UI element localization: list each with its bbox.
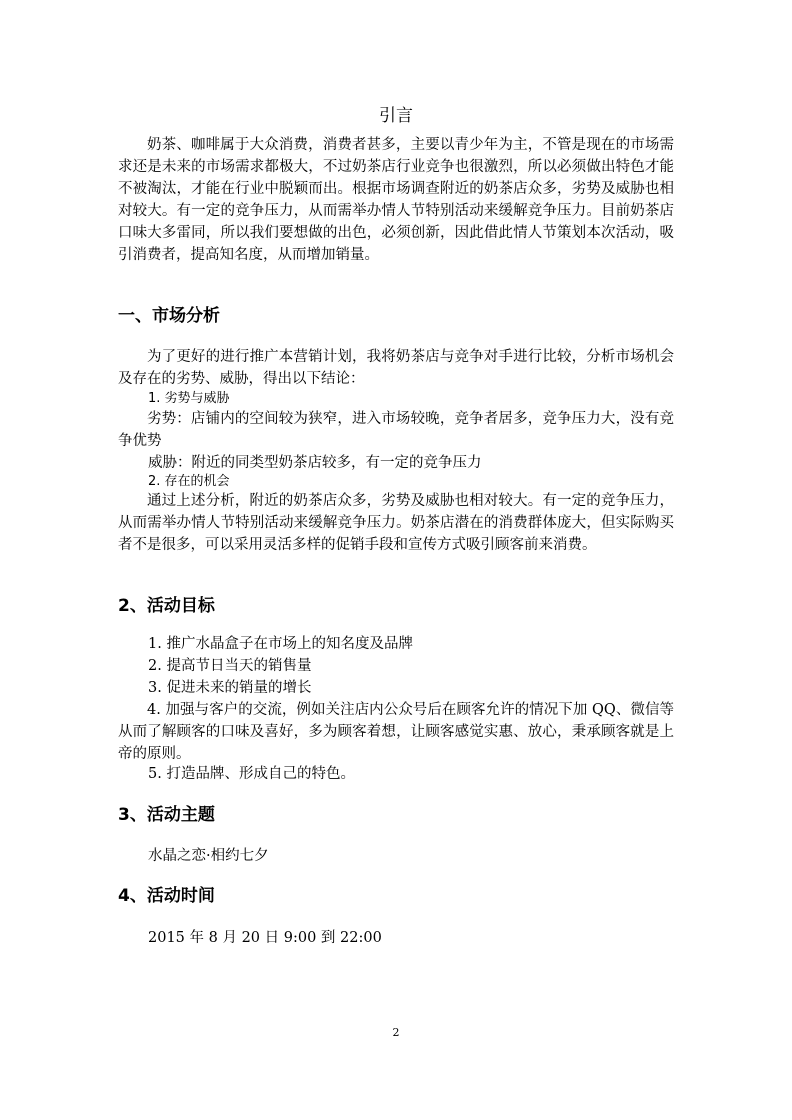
opportunity-paragraph: 通过上述分析，附近的奶茶店众多，劣势及威胁也相对较大。有一定的竞争压力，从而需举办情人节特别活动来缓解竞争压力。奶茶店潜在的消费群体庞大，但实际购买者不是很多，可以采用灵活多样的促销手段和宣传方式吸引顾客前来消费。 — [118, 493, 674, 553]
goal-item-5: 5. 打造品牌、形成自己的特色。 — [148, 766, 355, 782]
activity-time: 2015 年 8 月 20 日 9:00 到 22:00 — [148, 930, 382, 946]
goal-item-3: 3. 促进未来的销量的增长 — [148, 680, 312, 696]
goal-item-1: 1. 推广水晶盒子在市场上的知名度及品牌 — [148, 636, 413, 652]
market-analysis-lead: 为了更好的进行推广本营销计划，我将奶茶店与竞争对手进行比较，分析市场机会及存在的劣势、威胁，得出以下结论： — [118, 349, 674, 387]
section-4-heading: 4、活动时间 — [118, 886, 215, 906]
section-3-heading: 3、活动主题 — [118, 805, 215, 825]
goal-item-2: 2. 提高节日当天的销售量 — [148, 658, 312, 674]
section-2-heading: 2、活动目标 — [118, 596, 215, 616]
activity-theme: 水晶之恋·相约七夕 — [148, 848, 269, 864]
page-number: 2 — [392, 1026, 400, 1039]
intro-paragraph: 奶茶、咖啡属于大众消费，消费者甚多，主要以青少年为主，不管是现在的市场需求还是未来的市场需求都极大，不过奶茶店行业竞争也很激烈，所以必须做出特色才能不被淘汰，才能在行业中脱颖而出。根据市场调查附近的奶茶店众多，劣势及威胁也相对较大。有一定的竞争压力，从而需举办情人节特别活动来缓解竞争压力。目前奶茶店口味大多雷同，所以我们要想做的出色，必须创新，因此借此情人节策划本次活动，吸引消费者，提高知名度，从而增加销量。 — [118, 137, 674, 263]
weakness-threat-subheading: 1. 劣势与威胁 — [148, 391, 230, 406]
goal-item-4: 4. 加强与客户的交流，例如关注店内公众号后在顾客允许的情况下加 QQ、微信等从而了解顾客的口味及喜好，多为顾客着想，让顾客感觉实惠、放心，秉承顾客就是上帝的原则。 — [118, 702, 674, 762]
page-title: 引言 — [379, 106, 413, 126]
opportunity-subheading: 2. 存在的机会 — [148, 474, 230, 489]
weakness-paragraph: 劣势：店铺内的空间较为狭窄，进入市场较晚，竞争者居多，竞争压力大，没有竞争优势 — [118, 411, 674, 449]
section-1-heading: 一、市场分析 — [118, 306, 220, 326]
threat-line: 威胁：附近的同类型奶茶店较多，有一定的竞争压力 — [148, 455, 482, 471]
